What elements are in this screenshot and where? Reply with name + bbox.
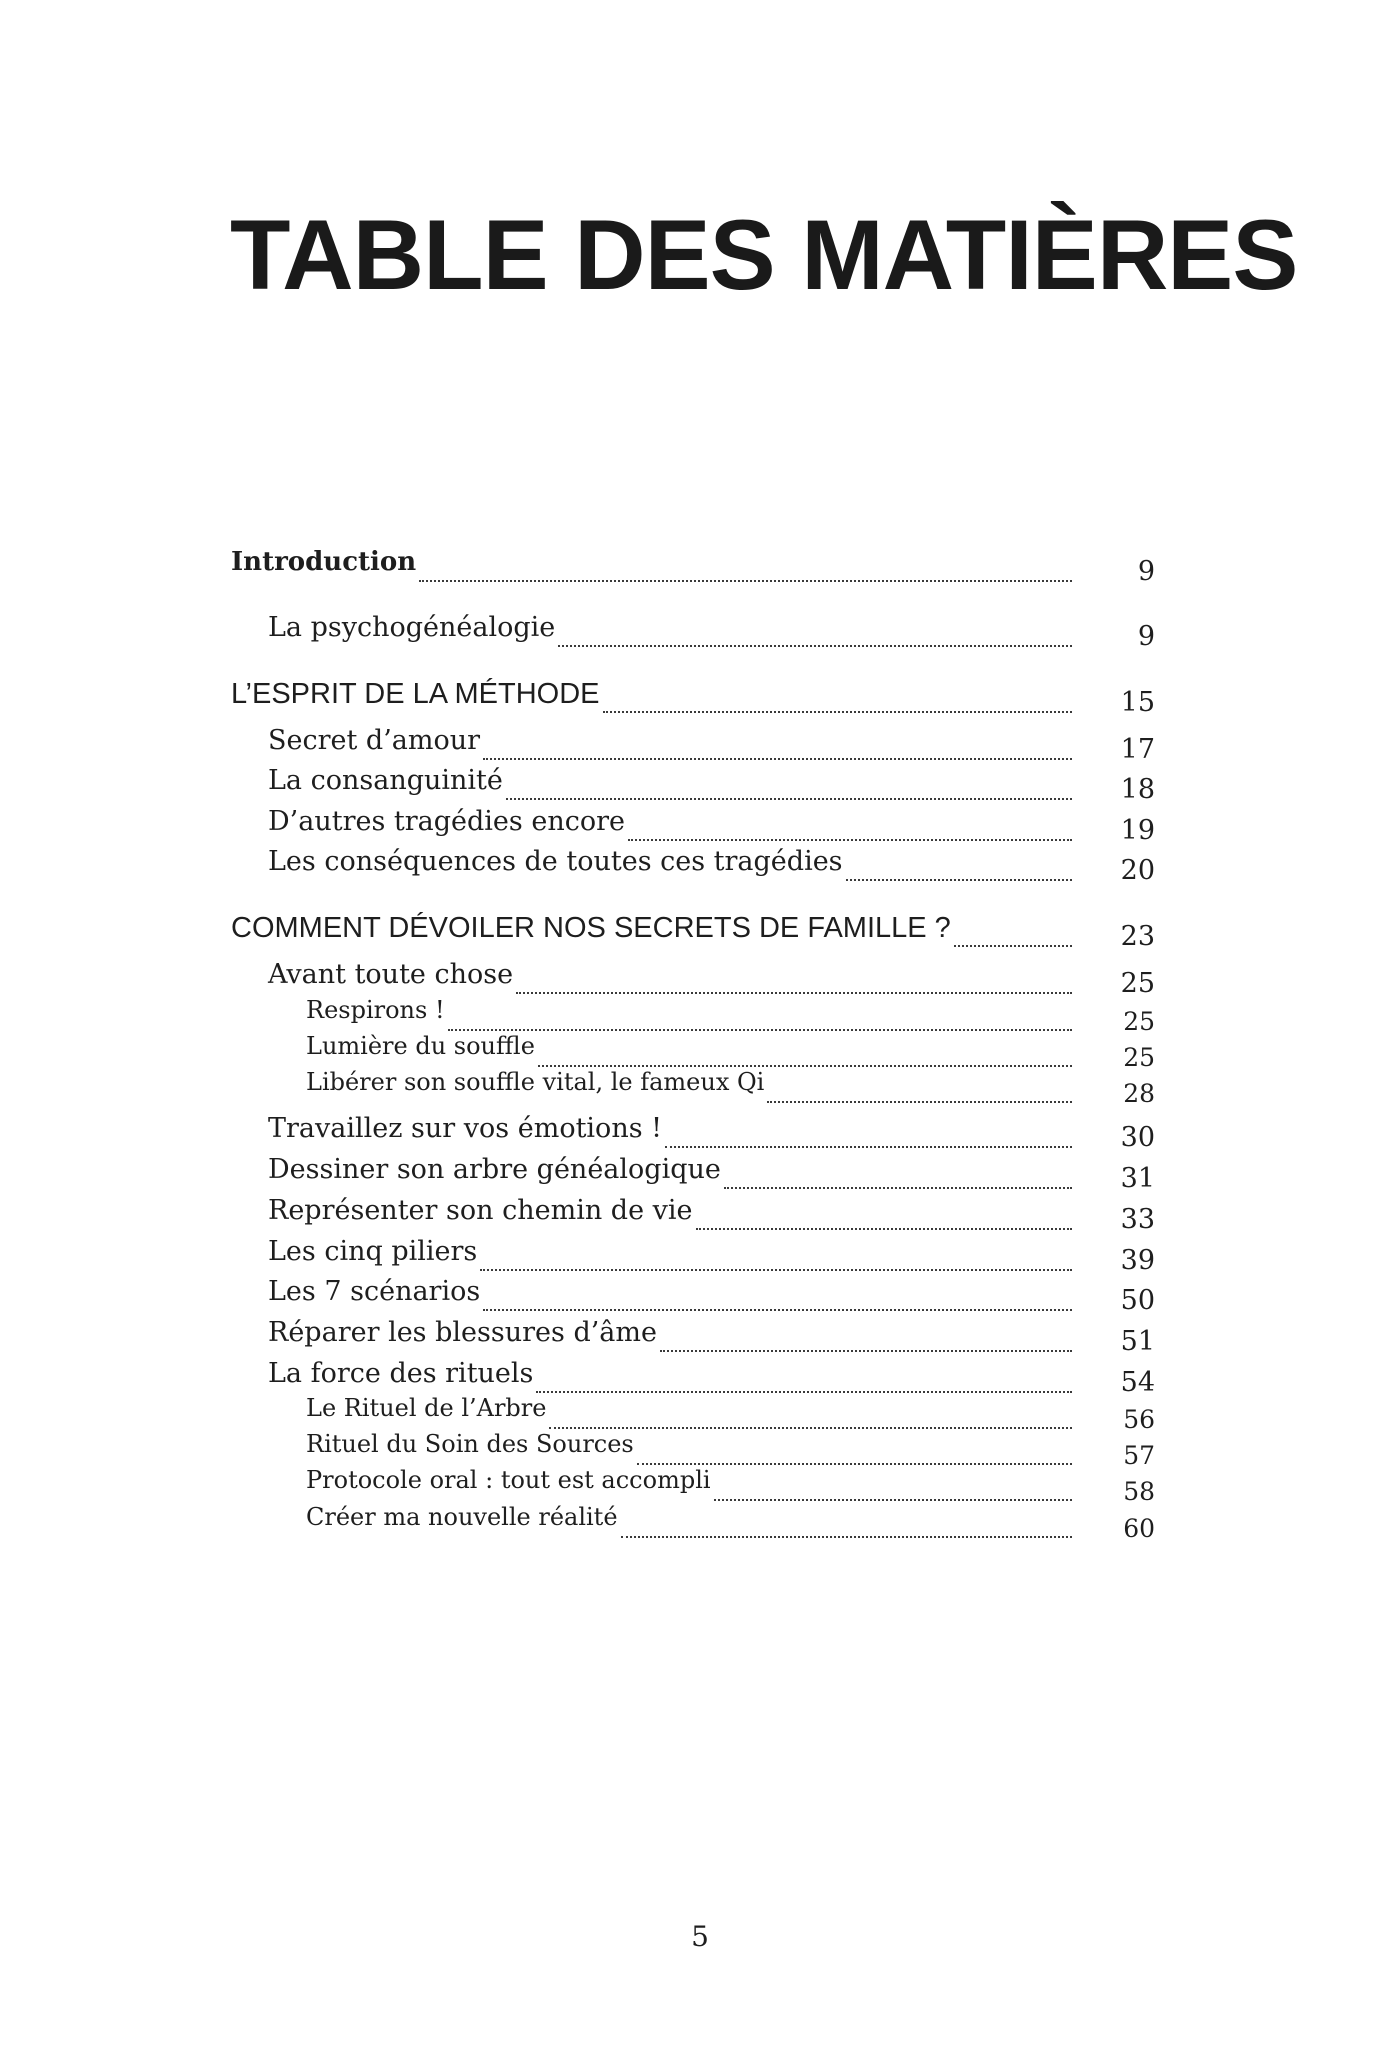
- toc-entry-page-number: 25: [1123, 1007, 1155, 1036]
- dot-leader: [483, 758, 1072, 760]
- toc-entry-page-number: 50: [1120, 1285, 1155, 1316]
- toc-entry[interactable]: [0, 1115, 1400, 1155]
- dot-leader: [480, 1269, 1072, 1271]
- toc-entry[interactable]: [0, 1360, 1400, 1400]
- toc-entry-title: Créer ma nouvelle réalité: [306, 1503, 618, 1531]
- dot-leader: [536, 1391, 1072, 1393]
- toc-entry-title: Rituel du Soin des Sources: [306, 1430, 634, 1458]
- dot-leader: [954, 945, 1072, 947]
- toc-entry-title: Dessiner son arbre généalogique: [268, 1154, 721, 1185]
- toc-entry-title: Introduction: [231, 547, 417, 577]
- toc-entry[interactable]: [0, 1278, 1400, 1318]
- toc-entry-page-number: 23: [1120, 921, 1155, 952]
- toc-entry-title: La psychogénéalogie: [268, 612, 556, 643]
- dot-leader: [483, 1309, 1072, 1311]
- toc-entry-page-number: 54: [1120, 1367, 1155, 1398]
- dot-leader: [621, 1536, 1072, 1538]
- toc-entry[interactable]: [0, 998, 1400, 1038]
- toc-entry-title: Secret d’amour: [268, 725, 481, 756]
- toc-entry-page-number: 51: [1120, 1326, 1155, 1357]
- toc-entry-page-number: 39: [1120, 1245, 1155, 1276]
- toc-entry-page-number: 25: [1123, 1043, 1155, 1072]
- toc-entry-page-number: 28: [1123, 1079, 1155, 1108]
- dot-leader: [628, 839, 1072, 841]
- page-number: 5: [691, 1920, 709, 1953]
- toc-entry[interactable]: [0, 727, 1400, 767]
- toc-entry[interactable]: [0, 961, 1400, 1001]
- toc-entry-page-number: 33: [1120, 1204, 1155, 1235]
- toc-entry-title: Respirons !: [306, 996, 445, 1024]
- toc-entry[interactable]: [0, 549, 1400, 589]
- dot-leader: [724, 1187, 1072, 1189]
- toc-entry-page-number: 9: [1137, 556, 1155, 587]
- toc-entry[interactable]: [0, 914, 1400, 954]
- toc-entry-title: L’ESPRIT DE LA MÉTHODE: [231, 678, 600, 710]
- toc-entry-page-number: 58: [1123, 1477, 1155, 1506]
- toc-entry-title: Les 7 scénarios: [268, 1276, 481, 1307]
- toc-entry[interactable]: [0, 1156, 1400, 1196]
- toc-entry-page-number: 20: [1120, 855, 1155, 886]
- dot-leader: [448, 1029, 1072, 1031]
- toc-entry-title: Le Rituel de l’Arbre: [306, 1394, 547, 1422]
- toc-entry[interactable]: [0, 1238, 1400, 1278]
- toc-entry-page-number: 30: [1120, 1122, 1155, 1153]
- toc-entry-page-number: 60: [1123, 1514, 1155, 1543]
- toc-entry-page-number: 25: [1120, 968, 1155, 999]
- toc-entry-title: COMMENT DÉVOILER NOS SECRETS DE FAMILLE ?: [231, 912, 951, 944]
- toc-entry[interactable]: [0, 1505, 1400, 1545]
- dot-leader: [660, 1350, 1072, 1352]
- toc-entry-title: Travaillez sur vos émotions !: [268, 1113, 662, 1144]
- toc-entry-page-number: 18: [1120, 774, 1155, 805]
- dot-leader: [665, 1146, 1072, 1148]
- toc-entry-title: D’autres tragédies encore: [268, 806, 625, 837]
- toc-entry-title: Libérer son souffle vital, le fameux Qi: [306, 1068, 765, 1096]
- toc-entry-title: Réparer les blessures d’âme: [268, 1317, 657, 1348]
- toc-entry[interactable]: [0, 1396, 1400, 1436]
- toc-entry-page-number: 15: [1120, 687, 1155, 718]
- dot-leader: [846, 879, 1072, 881]
- dot-leader: [603, 711, 1072, 713]
- toc-entry-page-number: 56: [1123, 1405, 1155, 1434]
- toc-entry-title: Lumière du souffle: [306, 1032, 535, 1060]
- toc-entry-title: La consanguinité: [268, 765, 503, 796]
- toc-entry-title: Protocole oral : tout est accompli: [306, 1466, 711, 1494]
- toc-entry[interactable]: [0, 767, 1400, 807]
- toc-entry-page-number: 9: [1137, 621, 1155, 652]
- toc-entry-title: Représenter son chemin de vie: [268, 1195, 693, 1226]
- dot-leader: [696, 1228, 1072, 1230]
- toc-entry-title: Avant toute chose: [268, 959, 514, 990]
- toc-entry-page-number: 19: [1120, 815, 1155, 846]
- toc-entry-page-number: 17: [1120, 734, 1155, 765]
- toc-entry[interactable]: [0, 1319, 1400, 1359]
- toc-entry-title: Les cinq piliers: [268, 1236, 478, 1267]
- toc-entry[interactable]: [0, 1070, 1400, 1110]
- dot-leader: [714, 1499, 1072, 1501]
- dot-leader: [506, 798, 1072, 800]
- dot-leader: [538, 1065, 1072, 1067]
- toc-entry[interactable]: [0, 614, 1400, 654]
- toc-entry-title: La force des rituels: [268, 1358, 534, 1389]
- toc-entry[interactable]: [0, 808, 1400, 848]
- toc-entry-page-number: 31: [1120, 1163, 1155, 1194]
- toc-entry-title: Les conséquences de toutes ces tragédies: [268, 846, 843, 877]
- toc-entry[interactable]: [0, 1197, 1400, 1237]
- page-title: TABLE DES MATIÈRES: [230, 199, 1298, 310]
- dot-leader: [419, 580, 1072, 582]
- dot-leader: [549, 1427, 1072, 1429]
- dot-leader: [637, 1463, 1072, 1465]
- toc-entry-page-number: 57: [1123, 1441, 1155, 1470]
- dot-leader: [516, 992, 1072, 994]
- toc-entry[interactable]: [0, 848, 1400, 888]
- dot-leader: [767, 1101, 1072, 1103]
- toc-entry[interactable]: [0, 680, 1400, 720]
- dot-leader: [558, 645, 1072, 647]
- toc-entry[interactable]: [0, 1468, 1400, 1508]
